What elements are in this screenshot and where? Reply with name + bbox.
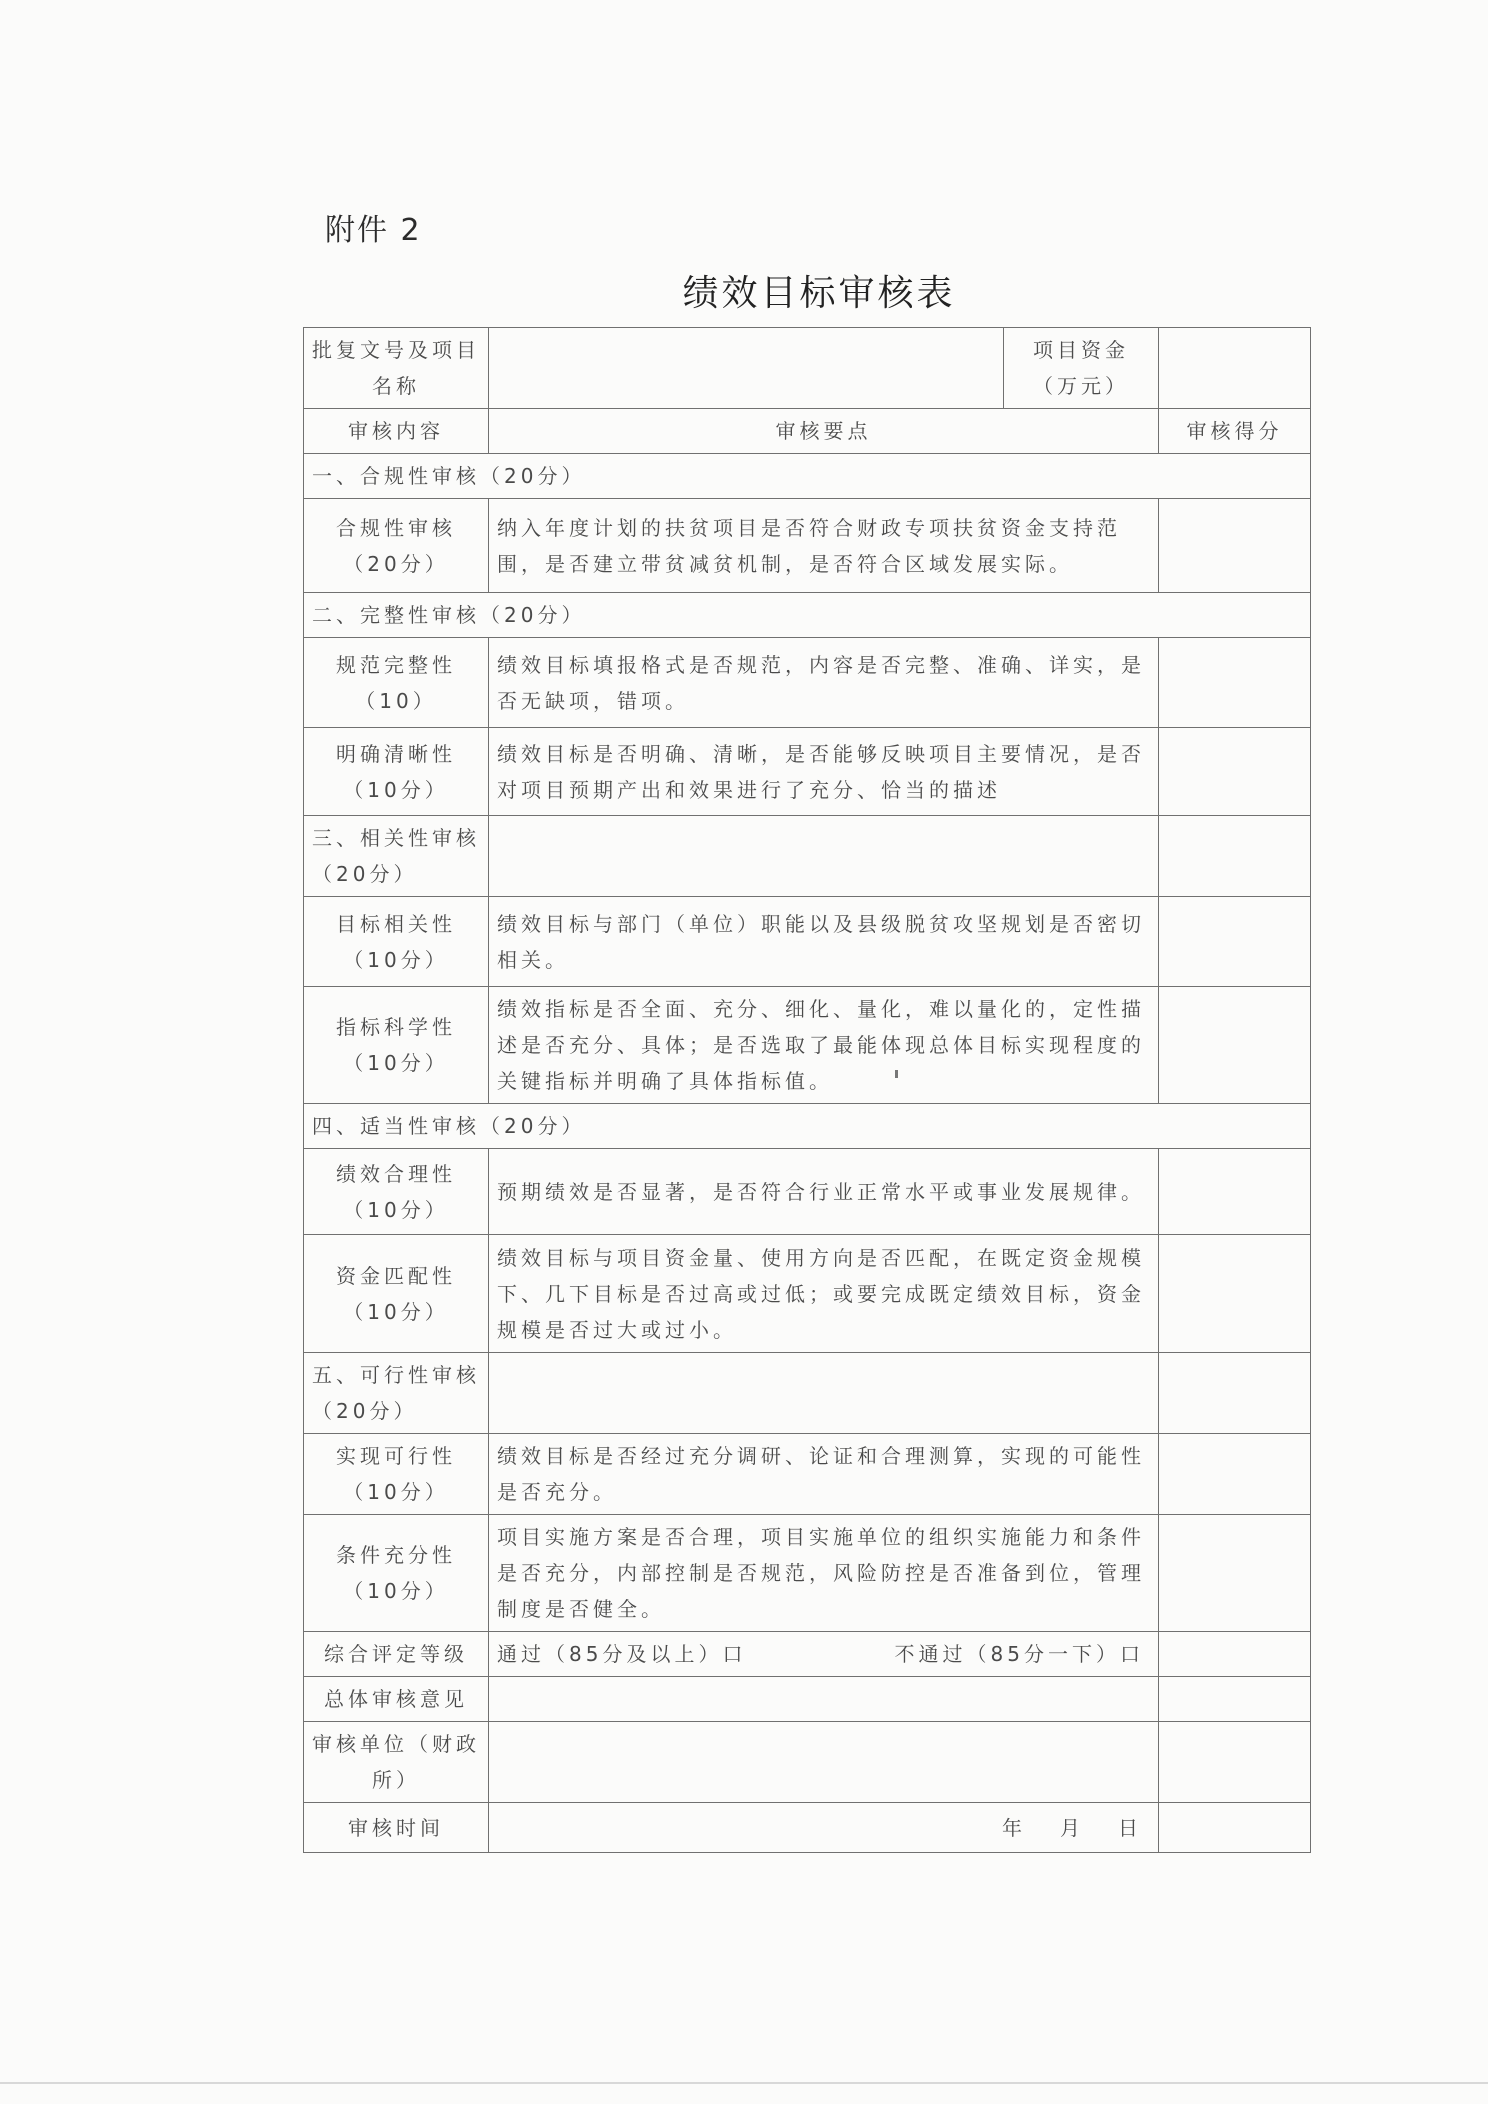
section-row	[304, 1353, 1311, 1434]
score-cell	[1159, 1353, 1311, 1434]
item-point: 绩效目标与项目资金量、使用方向是否匹配，在既定资金规模下、几下目标是否过高或过低；或要完成既定绩效目标，资金规模是否过大或过小。	[489, 1235, 1159, 1353]
page-title: 绩效目标审核表	[682, 273, 956, 314]
approval-label: 批复文号及项目名称	[304, 328, 489, 409]
table-row	[304, 638, 1311, 728]
table-row	[304, 1632, 1311, 1677]
table-row	[304, 409, 1311, 454]
scan-edge-line	[0, 2082, 1488, 2084]
item-point: 绩效目标与部门（单位）职能以及县级脱贫攻坚规划是否密切相关。	[489, 897, 1159, 987]
item-name: 合规性审核（20分）	[304, 499, 489, 593]
section-row	[304, 593, 1311, 638]
item-name: 资金匹配性（10分）	[304, 1235, 489, 1353]
score-cell	[1159, 728, 1311, 816]
score-cell	[1159, 1149, 1311, 1235]
table-row	[304, 1434, 1311, 1515]
item-name: 目标相关性（10分）	[304, 897, 489, 987]
item-name: 实现可行性（10分）	[304, 1434, 489, 1515]
item-name: 条件充分性（10分）	[304, 1515, 489, 1632]
section-row	[304, 1104, 1311, 1149]
score-cell	[1159, 816, 1311, 897]
empty-cell	[489, 816, 1159, 897]
section-row	[304, 454, 1311, 499]
item-point: 绩效目标是否经过充分调研、论证和合理测算，实现的可能性是否充分。	[489, 1434, 1159, 1515]
table-row	[304, 1803, 1311, 1853]
content-column-header: 审核内容	[304, 409, 489, 454]
score-cell	[1159, 1235, 1311, 1353]
score-cell	[1159, 638, 1311, 728]
score-cell	[1159, 897, 1311, 987]
item-name: 绩效合理性（10分）	[304, 1149, 489, 1235]
attachment-label: 附件 2	[325, 213, 422, 248]
empty-cell	[489, 1353, 1159, 1434]
fail-option: 不通过（85分一下）口	[894, 1642, 1144, 1666]
day-label: 日	[1118, 1815, 1142, 1840]
score-column-header: 审核得分	[1159, 409, 1311, 454]
time-label: 审核时间	[304, 1803, 489, 1853]
table-row	[304, 1722, 1311, 1803]
score-cell	[1159, 1434, 1311, 1515]
section-heading: 五、可行性审核（20分）	[304, 1353, 489, 1434]
grade-options	[489, 1632, 1159, 1677]
fund-label: 项目资金（万元）	[1004, 328, 1159, 409]
item-name: 指标科学性（10分）	[304, 987, 489, 1104]
item-point: 项目实施方案是否合理，项目实施单位的组织实施能力和条件是否充分，内部控制是否规范，风险防控是否准备到位，管理制度是否健全。	[489, 1515, 1159, 1632]
pass-option: 通过（85分及以上）口	[497, 1642, 747, 1666]
item-point: 绩效目标是否明确、清晰，是否能够反映项目主要情况，是否对项目预期产出和效果进行了充分、恰当的描述	[489, 728, 1159, 816]
item-point: 预期绩效是否显著，是否符合行业正常水平或事业发展规律。	[489, 1149, 1159, 1235]
score-cell	[1159, 499, 1311, 593]
table-row	[304, 728, 1311, 816]
table-row	[304, 1677, 1311, 1722]
score-cell	[1159, 1677, 1311, 1722]
score-cell	[1159, 1515, 1311, 1632]
section-heading: 一、合规性审核（20分）	[304, 454, 1311, 499]
item-point: 绩效目标填报格式是否规范，内容是否完整、准确、详实，是否无缺项，错项。	[489, 638, 1159, 728]
table-row	[304, 328, 1311, 409]
date-cell	[489, 1803, 1159, 1853]
table-row	[304, 1235, 1311, 1353]
item-point: 纳入年度计划的扶贫项目是否符合财政专项扶贫资金支持范围，是否建立带贫减贫机制，是否符合区域发展实际。	[489, 499, 1159, 593]
section-row	[304, 816, 1311, 897]
opinion-label: 总体审核意见	[304, 1677, 489, 1722]
approval-value-cell	[489, 328, 1004, 409]
unit-label: 审核单位（财政所）	[304, 1722, 489, 1803]
score-cell	[1159, 987, 1311, 1104]
score-cell	[1159, 1722, 1311, 1803]
opinion-cell	[489, 1677, 1159, 1722]
score-cell	[1159, 1632, 1311, 1677]
month-label: 月	[1060, 1815, 1084, 1840]
item-name: 规范完整性（10）	[304, 638, 489, 728]
fund-value-cell	[1159, 328, 1311, 409]
score-cell	[1159, 1803, 1311, 1853]
section-heading: 二、完整性审核（20分）	[304, 593, 1311, 638]
table-row	[304, 987, 1311, 1104]
table-row	[304, 1149, 1311, 1235]
unit-cell	[489, 1722, 1159, 1803]
table-row	[304, 1515, 1311, 1632]
scan-speck	[895, 1070, 898, 1078]
audit-form-table	[303, 327, 1311, 1853]
section-heading: 三、相关性审核（20分）	[304, 816, 489, 897]
year-label: 年	[1002, 1815, 1026, 1840]
item-name: 明确清晰性（10分）	[304, 728, 489, 816]
section-heading: 四、适当性审核（20分）	[304, 1104, 1311, 1149]
table-row	[304, 499, 1311, 593]
grade-label: 综合评定等级	[304, 1632, 489, 1677]
table-row	[304, 897, 1311, 987]
item-point: 绩效指标是否全面、充分、细化、量化，难以量化的，定性描述是否充分、具体；是否选取了最能体现总体目标实现程度的关键指标并明确了具体指标值。	[489, 987, 1159, 1104]
points-column-header: 审核要点	[489, 409, 1159, 454]
